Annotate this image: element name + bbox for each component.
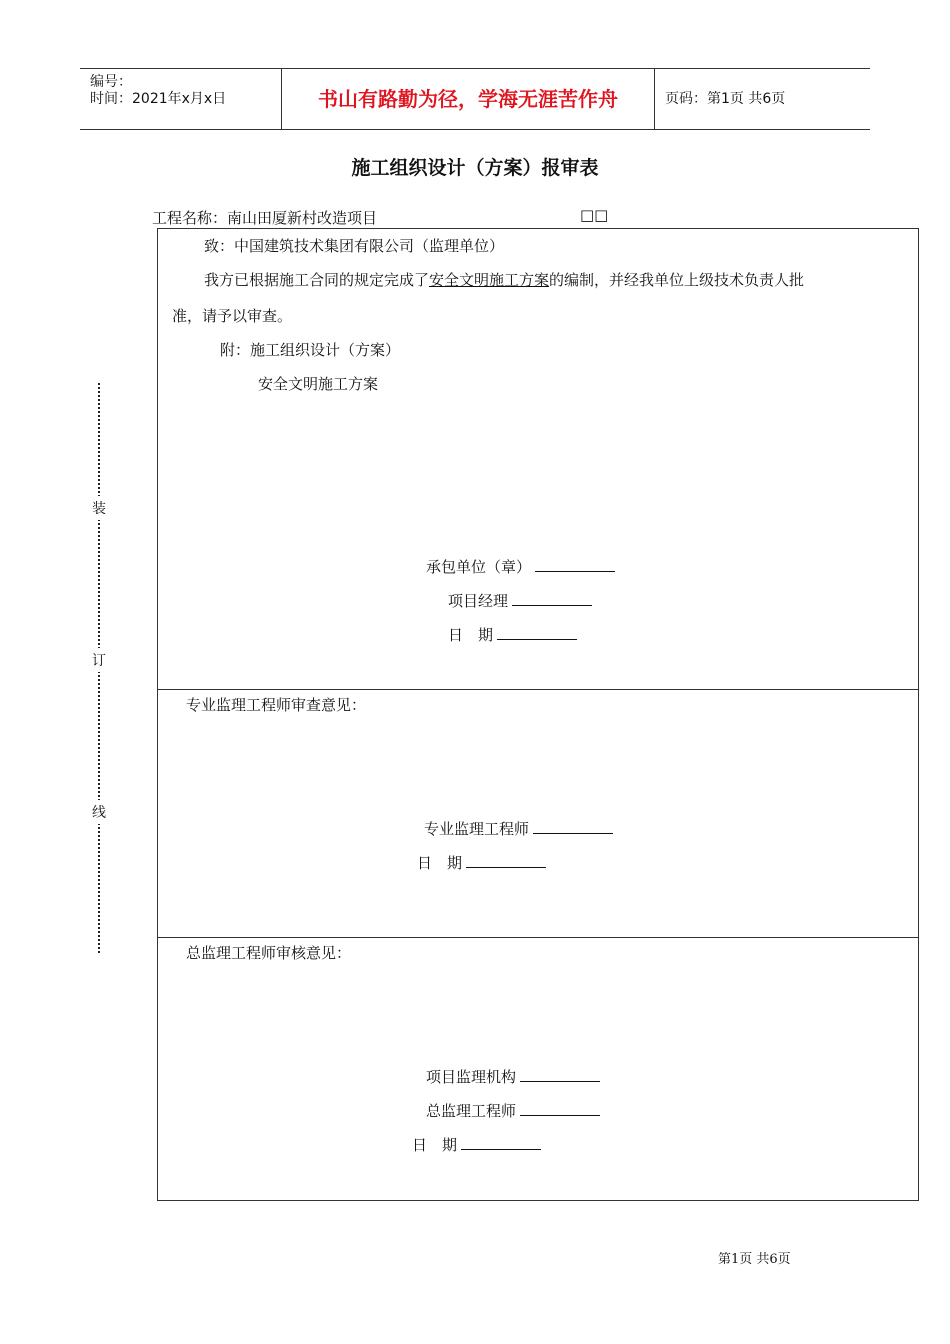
- submission-body-line2: 准，请予以审查。: [172, 307, 293, 325]
- binding-char-zhuang: 装: [92, 496, 106, 520]
- supervision-org-signature: [426, 1066, 600, 1087]
- attachment-label: 附：施工组织设计（方案）: [220, 341, 401, 359]
- engineer-date: [417, 852, 546, 873]
- org-blank: [520, 1067, 600, 1082]
- submission-body: [204, 269, 804, 290]
- page-header: [80, 68, 870, 130]
- engineer-review-heading: 专业监理工程师审查意见：: [186, 696, 367, 714]
- date-label: 日 期: [417, 854, 463, 872]
- engineer-label: 专业监理工程师: [424, 820, 530, 838]
- addressee-line: 致：中国建筑技术集团有限公司（监理单位）: [204, 237, 505, 255]
- chief-blank: [520, 1101, 600, 1116]
- engineer-blank: [533, 819, 613, 834]
- footer-page-info: 第1页 共6页: [718, 1252, 791, 1267]
- date-blank: [497, 625, 577, 640]
- org-label: 项目监理机构: [426, 1068, 517, 1086]
- body-suffix: 的编制，并经我单位上级技术负责人批: [549, 271, 805, 289]
- manager-blank: [512, 591, 592, 606]
- date-label: 日 期: [448, 626, 494, 644]
- header-page-info: 页码：第1页 共6页: [665, 91, 786, 107]
- checkbox-placeholders: □□: [580, 206, 609, 224]
- contractor-blank: [535, 557, 615, 572]
- plan-name-link: 安全文明施工方案: [429, 271, 550, 289]
- attachment-item: 安全文明施工方案: [258, 375, 379, 393]
- review-form-table: [157, 228, 919, 1201]
- header-divider: [654, 69, 655, 129]
- date-blank: [466, 853, 546, 868]
- binding-char-ding: 订: [92, 648, 106, 672]
- time-label: 时间：2021年x月x日: [90, 91, 227, 107]
- chief-engineer-signature: [426, 1100, 600, 1121]
- date-label: 日 期: [412, 1136, 458, 1154]
- body-prefix: 我方已根据施工合同的规定完成了: [204, 271, 430, 289]
- serial-label: 编号：: [90, 74, 132, 90]
- row-divider: [158, 937, 918, 938]
- manager-label: 项目经理: [448, 592, 509, 610]
- contractor-signature: [426, 556, 615, 577]
- chief-label: 总监理工程师: [426, 1102, 517, 1120]
- chief-date: [412, 1134, 541, 1155]
- document-title: 施工组织设计（方案）报审表: [351, 157, 599, 179]
- header-meta: [80, 69, 280, 129]
- contractor-label: 承包单位（章）: [426, 558, 532, 576]
- contractor-date: [448, 624, 577, 645]
- header-motto: 书山有路勤为径，学海无涯苦作舟: [318, 87, 618, 111]
- date-blank: [461, 1135, 541, 1150]
- row-divider: [158, 689, 918, 690]
- engineer-signature: [424, 818, 613, 839]
- binding-char-xian: 线: [92, 800, 106, 824]
- manager-signature: [448, 590, 592, 611]
- project-name: 工程名称：南山田厦新村改造项目: [152, 209, 378, 227]
- chief-review-heading: 总监理工程师审核意见：: [186, 944, 352, 962]
